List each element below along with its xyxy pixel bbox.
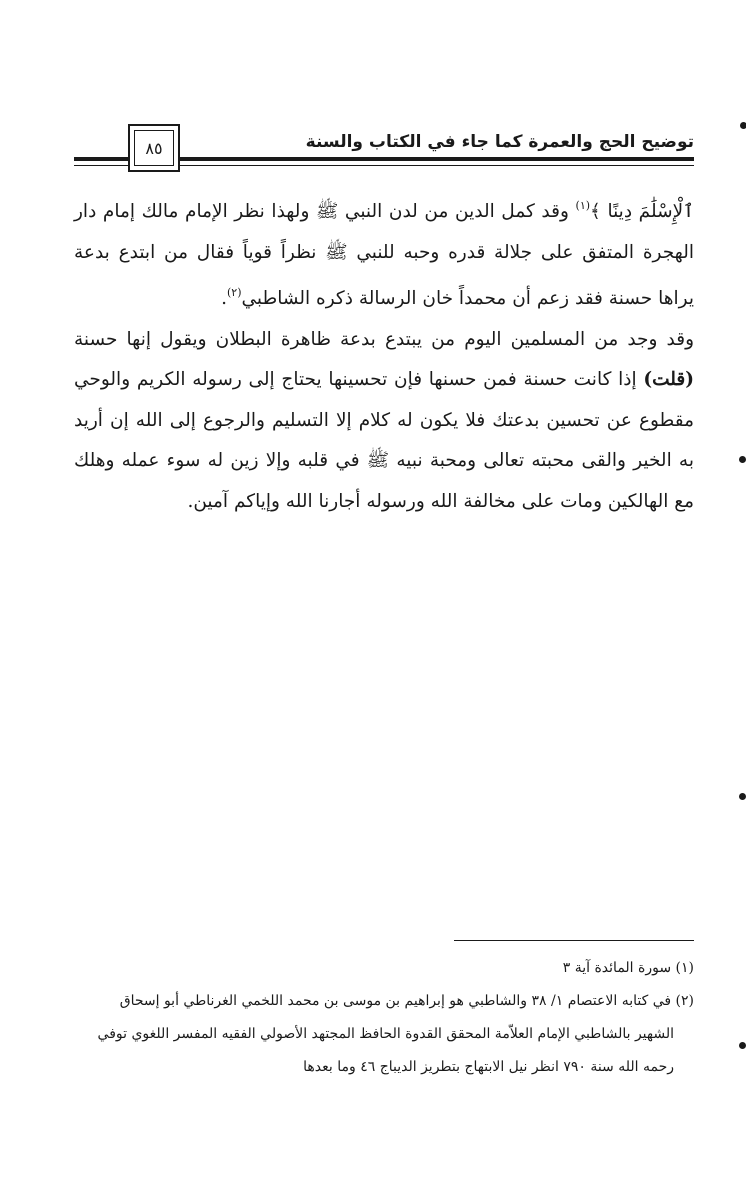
text-run: إذا كانت حسنة فمن حسنها فإن تحسينها يحتاج إلى رسوله الكريم والوحي مقطوع عن تحسين بدعتك فلا يكون له كلام إلا التسليم والرجوع إلى الله إن أريد به الخير والقى محبته تعالى ومحبة نبيه ﷺ في قلبه وإلا زين له سوء عمله وهلك مع الهالكين ومات على مخالفة الله ورسوله أجارنا الله وإياكم آمين. bbox=[74, 369, 694, 512]
main-text bbox=[74, 186, 694, 522]
footnote-line: رحمه الله سنة ٧٩٠ انظر نيل الابتهاج بتطريز الديباج ٤٦ وما بعدها bbox=[303, 1059, 674, 1075]
page-number-frame bbox=[128, 124, 180, 172]
text-run: ٱلْإِسْلَٰمَ دِينًا ﴾ bbox=[590, 201, 694, 222]
paragraph bbox=[74, 320, 694, 523]
text-run: . bbox=[221, 288, 227, 309]
scan-mark bbox=[739, 1042, 746, 1049]
footnote-ref: (٢) bbox=[226, 286, 242, 299]
footnote-line: الشهير بالشاطبي الإمام العلاّمة المحقق القدوة الحافظ المجتهد الأصولي الفقيه المفسر اللغوي توفي bbox=[97, 1026, 674, 1042]
running-header-title: توضيح الحج والعمرة كما جاء في الكتاب والسنة bbox=[305, 132, 694, 152]
page-number: ٨٥ bbox=[134, 130, 174, 166]
scan-mark bbox=[739, 456, 746, 463]
footnote-line: (١) سورة المائدة آية ٣ bbox=[562, 960, 694, 976]
scan-mark bbox=[739, 793, 746, 800]
emphasis-label: (قلت) bbox=[643, 369, 694, 390]
text-run: وقد وجد من المسلمين اليوم من يبتدع بدعة ظاهرة البطلان ويقول إنها حسنة bbox=[74, 328, 694, 350]
footnote-separator bbox=[454, 940, 694, 941]
footnotes bbox=[74, 952, 694, 1084]
footnote-ref: (١) bbox=[575, 199, 591, 212]
paragraph bbox=[74, 186, 694, 320]
scan-mark bbox=[740, 122, 746, 129]
text-run: وقد كمل الدين من لدن النبي ﷺ ولهذا نظر الإمام مالك إمام دار الهجرة المتفق على جلالة قدره وحبه للنبي ﷺ نظراً قوياً فقال من ابتدع بدعة يراها حسنة فقد زعم أن محمداً خان الرسالة ذكره الشاطبي bbox=[74, 201, 694, 309]
footnote-line: (٢) في كتابه الاعتصام ١/ ٣٨ والشاطبي هو إبراهيم بن موسى بن محمد اللخمي الغرناطي أبو إسحاق bbox=[119, 993, 694, 1009]
